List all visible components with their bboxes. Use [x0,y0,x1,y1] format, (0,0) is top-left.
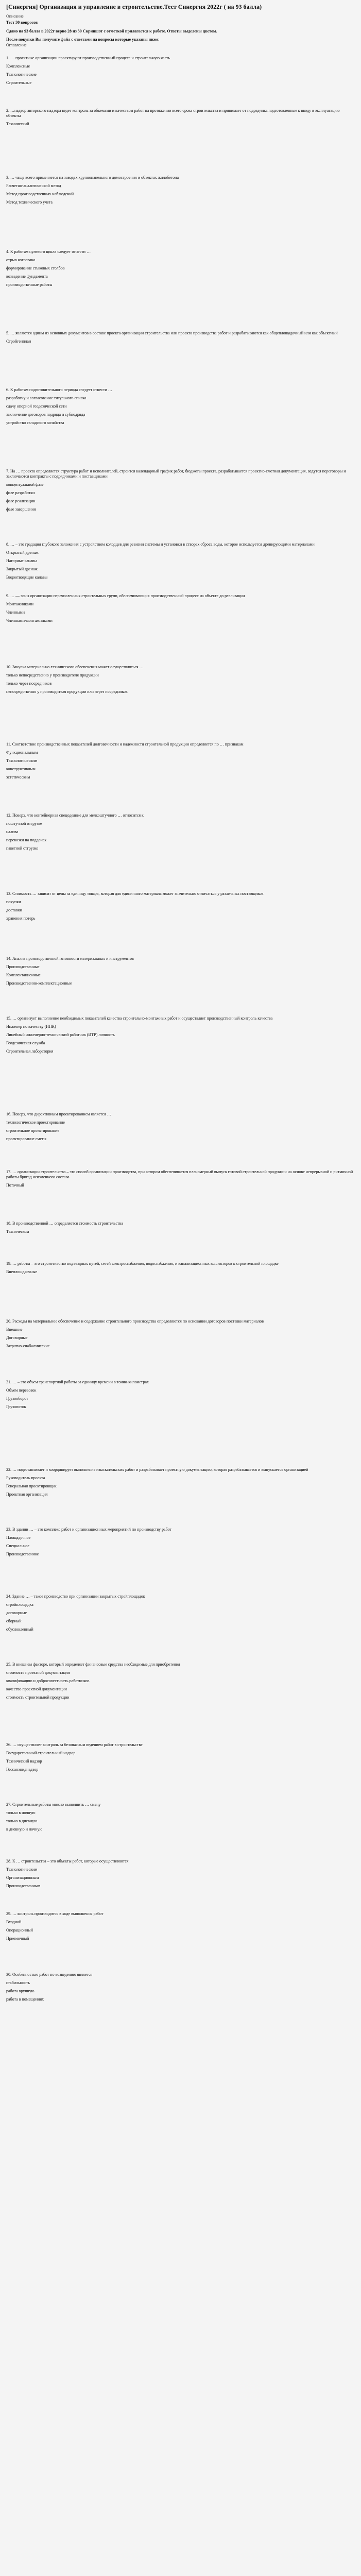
answer-option: Строительные [6,80,31,85]
question-block [6,249,355,287]
answer-option: Техническом [6,1229,29,1234]
question-text: 18. В производственной … определяется стоимость строительства [6,1221,123,1226]
answer-option: Открытый дренаж [6,550,39,555]
answer-option: эстетическим [6,775,30,779]
answer-option: Технический [6,122,29,126]
answer-option: непосредственно у производителя продукции или через посредников [6,689,128,694]
question-block [6,594,355,623]
question-block [6,1911,355,1941]
answer-option: Договорные [6,1335,28,1340]
meta-block [6,13,355,48]
answer-option: поштучной отгрузке [6,821,42,826]
answer-option: производственные работы [6,282,53,287]
question-text: 17. … организации строительства – это способ организации производства, при котором обеспечивается планомерный выпуск готовой строительной продукции на основе непрерывной и ритмичной работы бригад неизменного состава [6,1170,353,1179]
answer-option: Закрытый дренаж [6,567,38,571]
question-block [6,956,355,986]
question-block [6,1972,355,2002]
question-block [6,56,355,86]
answer-option: Внеплощадочные [6,1269,38,1274]
answer-option: Стройгенплан [6,339,31,344]
answer-option: стоимость проектной документации [6,1670,70,1675]
answer-option: Технологическим [6,758,38,763]
answer-option: Монтажниками [6,602,34,606]
question-text: 6. К работам подготовительного периода следует отнести … [6,387,112,392]
question-block [6,331,355,344]
answer-option: фазе реализации [6,499,36,503]
answer-option: конструктивным [6,767,36,771]
answer-option: Грузопоток [6,1404,26,1409]
question-text: 29. … контроль производится в ходе выполнения работ [6,1911,104,1916]
question-block [6,742,355,780]
answer-option: Инженер по качеству (ИПК) [6,1024,56,1029]
answer-option: фазе завершения [6,507,36,512]
question-text: 22. … подготавливает и координирует выполнение изыскательских работ и разрабатывает проектную документацию, которая разрабатывается и выпускается организацией [6,1467,308,1472]
meta-value: Тест 30 вопросов [6,20,38,25]
question-text: 16. Поверх, что директивным проектированием является … [6,1112,111,1116]
question-text: 27. Строительные работы можно выполнить … смену [6,1802,101,1807]
question-text: 14. Анализ производственной готовности материальных и инструментов [6,956,134,961]
question-text: 11. Соответствие производственных показателей долговечности и надежности строительной продукции определяется по … признакам [6,742,244,747]
answer-option: Госсанэпиднадзор [6,1767,39,1772]
answer-option: только непосредственно у производителя продукции [6,673,99,677]
question-text: 28. К … строительства – это объекты работ, которые осуществляются [6,1859,129,1863]
question-block [6,1016,355,1054]
question-block [6,1527,355,1557]
answer-option: обусловленный [6,1627,33,1632]
question-text: 13. Стоимость … зависит от цены за единицу товара, которая для единичного материала может значительно отличаться у различных поставщиков [6,891,264,896]
question-text: 8. … – это градация глубокого заложения с устройством колодцев для ревизии системы и установки в створах сброса воды, которое используется дренирующими материалами [6,542,315,547]
answer-option: работа в помещениях [6,1997,44,2002]
answer-option: Поточный [6,1183,24,1188]
answer-option: Грузооборот [6,1396,28,1401]
answer-option: заключение договоров подряда и субподряда [6,412,85,417]
answer-option: Комплектационные [6,973,41,977]
question-block [6,1859,355,1889]
answer-option: Производственным [6,1884,41,1888]
answer-option: доставки [6,908,22,912]
answer-option: строительное проектирование [6,1128,59,1133]
question-block [6,1662,355,1700]
answer-option: Производственные [6,964,40,969]
answer-option: фазе разработки [6,490,35,495]
answer-option: Государственный строительный надзор [6,1751,76,1755]
question-text: 15. … организует выполнение необходимых показателей качества строительно-монтажных работ и осуществляет производственный контроль качества [6,1016,273,1021]
meta-score-note: Сдано на 93 балла в 2022г верно 28 из 30 Скриншот с отметкой прилагается к работе. Ответы выделены цветом. [6,29,217,33]
answer-option: только в ночную [6,1810,36,1815]
answer-option: Объем перевозок [6,1388,37,1393]
answer-option: возведение фундамента [6,274,48,279]
question-block [6,813,355,851]
answer-option: работа вручную [6,1989,35,1993]
question-text: 7. На … проекта определяется структура работ и исполнителей, строится календарный график работ, бюджеты проекта, разрабатывается проектно-сметная документация, ведутся переговоры и заключаются контракты с подрядчиками и поставщиками [6,469,346,479]
question-block [6,1319,355,1349]
answer-option: хранения потерь [6,916,36,921]
question-text: 9. … — зоны организации перечисленных строительных групп, обеспечивающих производственный процесс на объекте до реализации [6,594,245,598]
answer-option: Геодезическая служба [6,1041,45,1045]
answer-option: Линейный инженерно-технический работник (ИТР) личность [6,1032,115,1037]
question-block [6,1742,355,1772]
answer-option: Расчетно-аналитический метод [6,183,61,188]
question-block [6,108,355,127]
question-block [6,1594,355,1632]
answer-option: Руководитель проекта [6,1476,45,1480]
answer-option: Технологическим [6,1867,38,1872]
answer-option: в дневную и ночную [6,1827,43,1832]
answer-option: Метод технического учета [6,200,53,205]
answer-option: Внешние [6,1327,23,1332]
answer-option: Технологические [6,72,37,77]
answer-option: налива [6,829,19,834]
answer-option: стабильность [6,1980,30,1985]
answer-option: Генеральная проектировщик [6,1484,57,1488]
answer-option: Входной [6,1920,22,1924]
question-text: 5. … являются одним из основных документов в составе проекта организации строительства или проекта производства работ и разрабатываются как общеплощадочный или как объектный [6,331,338,335]
answer-option: Производственно-комплектационные [6,981,72,986]
question-text: 2. …надзор авторского надзора ведет контроль за объемами и качеством работ на протяжении всего срока строительства и принимает от подрядчика подготовленные к вводу в эксплуатацию объекты [6,108,340,118]
question-block [6,891,355,921]
answer-option: Технический надзор [6,1759,42,1764]
question-block [6,1802,355,1832]
meta-description [6,13,355,26]
answer-option: сдачу опорной геодезической сети [6,404,67,409]
question-text: 24. Здание … – такое производство при организации закрытых стройплощадок [6,1594,145,1599]
answer-option: перевозки на поддонах [6,838,47,842]
question-block [6,1170,355,1188]
answer-option: Членными-монтажниками [6,618,53,623]
answer-option: покупки [6,900,21,904]
answer-option: стоимость строительной продукции [6,1695,70,1700]
answer-option: устройство складского хозяйства [6,420,64,425]
question-text: 10. Закупка материально-технического обеспечения может осуществляться … [6,665,144,669]
answer-option: отрыв котлована [6,258,36,262]
answer-option: стройплощадка [6,1602,33,1607]
question-text: 4. К работам нулевого цикла следует отнести … [6,249,91,254]
answer-option: Водоотводящие канавы [6,575,48,580]
question-text: 26. … осуществляет контроль за безопасным ведением работ в строительстве [6,1742,143,1747]
question-block [6,1467,355,1497]
answer-option: договорные [6,1611,27,1615]
answer-option: пакетной отгрузке [6,846,39,851]
question-block [6,387,355,426]
answer-option: формирование стыковых столбов [6,266,65,270]
question-block [6,1261,355,1275]
answer-option: Проектная организация [6,1492,48,1497]
question-block [6,469,355,512]
questions-list [6,56,355,2002]
question-block [6,665,355,694]
answer-option: Площадочное [6,1535,31,1540]
question-text: 3. … чаще всего применяется на заводах крупнопанельного домостроения и объектах жилобетона [6,175,179,180]
toc-label: Оглавление [6,43,27,47]
question-text: 30. Особенностью работ по возведению является [6,1972,93,1977]
answer-option: только через посредников [6,681,52,686]
answer-option: Нагорные канавы [6,558,37,563]
answer-option: Приемочный [6,1936,29,1941]
answer-option: сборный [6,1619,22,1623]
answer-option: качество проектной документации [6,1687,67,1691]
question-text: 1. … проектные организации проектируют производственный процесс и строительную часть [6,56,170,60]
question-text: 25. В внешнем факторе, который определяет финансовые средства необходимые для приобретения [6,1662,180,1667]
question-text: 23. В здании … – это комплекс работ и организационных мероприятий по производству работ [6,1527,172,1532]
answer-option: разработку и согласование титульного списка [6,396,87,400]
answer-option: Операционный [6,1928,33,1933]
answer-option: Затратно-снабженческие [6,1344,50,1348]
answer-option: Производственное [6,1552,39,1556]
question-block [6,1112,355,1142]
meta-label: Описание [6,14,24,19]
answer-option: Организационным [6,1875,39,1880]
answer-option: Строительная лаборатория [6,1049,54,1054]
question-block [6,1380,355,1410]
meta-after-purchase-note: После покупки Вы получите файл с ответами на вопросы которые указаны ниже: [6,37,160,42]
answer-option: Специальное [6,1544,29,1548]
answer-option: проектирование сметы [6,1137,46,1141]
question-text: 12. Поверх, что контейнерная спецодеяние для мелкоштучного … относится к [6,813,144,818]
question-text: 21. … – это объем транспортной работы за единицу времени в тонно-километрах [6,1380,149,1384]
question-block [6,175,355,205]
question-text: 19. … работы – это строительство подъездных путей, сетей электроснабжения, водоснабжения, и канализационных коллекторов к строительной площадке [6,1261,279,1266]
answer-option: квалификацию и добросовестность работников [6,1679,90,1683]
answer-option: концептуальной фазе [6,482,44,487]
answer-option: Комплексные [6,64,30,69]
question-block [6,542,355,580]
question-text: 20. Расходы на материальное обеспечение и содержание строительного производства определяются по основании договоров поставки материалов [6,1319,264,1324]
answer-option: Членными [6,610,25,615]
question-block [6,1221,355,1234]
answer-option: технологическое проектирование [6,1120,65,1125]
answer-option: Метод производственных наблюдений [6,192,74,196]
answer-option: только в дневную [6,1819,38,1823]
answer-option: Функциональным [6,750,38,755]
page-title: [Синергия] Организация и управление в строительстве.Тест Синергия 2022г ( на 93 балла) [6,3,262,10]
